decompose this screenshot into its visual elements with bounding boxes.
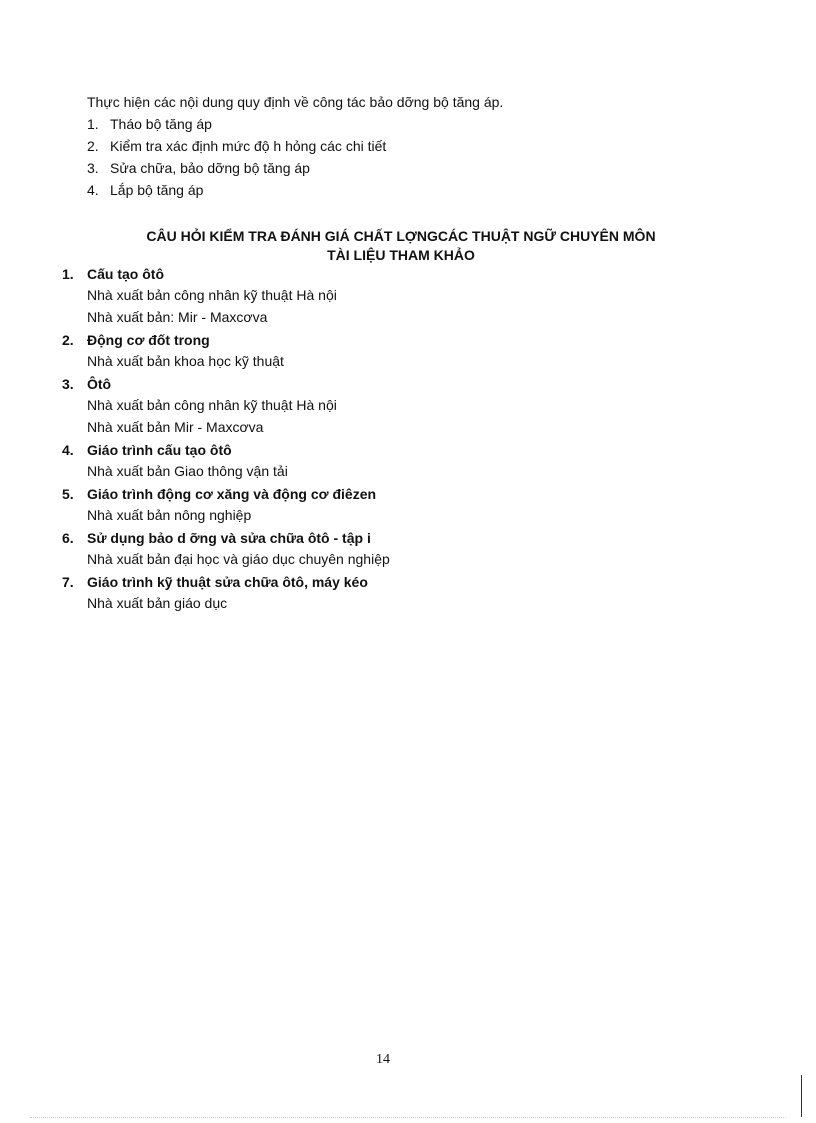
step-number: 2. bbox=[87, 138, 99, 154]
reference-item bbox=[62, 440, 390, 484]
reference-number: 4. bbox=[62, 442, 74, 458]
step-text: Sửa chữa, bảo dỡng bộ tăng áp bbox=[110, 160, 310, 176]
reference-number: 5. bbox=[62, 486, 74, 502]
reference-item bbox=[62, 572, 390, 616]
page-bottom-divider bbox=[30, 1117, 786, 1118]
reference-item bbox=[62, 330, 390, 374]
reference-title: Giáo trình kỹ thuật sửa chữa ôtô, máy kéo bbox=[87, 574, 368, 590]
reference-publisher: Nhà xuất bản Giao thông vận tải bbox=[87, 463, 288, 479]
list-item bbox=[87, 115, 386, 137]
reference-publisher: Nhà xuất bản khoa học kỹ thuật bbox=[87, 353, 284, 369]
reference-number: 3. bbox=[62, 376, 74, 392]
references-heading: TÀI LIỆU THAM KHẢO bbox=[327, 247, 475, 263]
reference-publisher: Nhà xuất bản: Mir - Maxcơva bbox=[87, 309, 268, 325]
reference-title: Ôtô bbox=[87, 376, 112, 392]
page-number: 14 bbox=[376, 1052, 390, 1067]
procedure-steps bbox=[87, 115, 386, 203]
reference-item bbox=[62, 528, 390, 572]
step-text: Tháo bộ tăng áp bbox=[110, 116, 212, 132]
reference-number: 6. bbox=[62, 530, 74, 546]
reference-publisher: Nhà xuất bản Mir - Maxcơva bbox=[87, 419, 264, 435]
step-number: 3. bbox=[87, 160, 99, 176]
reference-item bbox=[62, 484, 390, 528]
reference-number: 2. bbox=[62, 332, 74, 348]
reference-publisher: Nhà xuất bản nông nghiệp bbox=[87, 507, 252, 523]
reference-item bbox=[62, 374, 390, 440]
reference-title: Giáo trình động cơ xăng và động cơ điêzen bbox=[87, 486, 377, 502]
reference-publisher: Nhà xuất bản giáo dục bbox=[87, 595, 228, 611]
list-item bbox=[87, 137, 386, 159]
reference-title: Sử dụng bảo d ỡng và sửa chữa ôtô - tập i bbox=[87, 530, 371, 546]
intro-paragraph: Thực hiện các nội dung quy định về công tác bảo dỡng bộ tăng áp. bbox=[87, 94, 504, 110]
reference-publisher: Nhà xuất bản công nhân kỹ thuật Hà nội bbox=[87, 397, 337, 413]
step-text: Kiểm tra xác định mức độ h hỏng các chi tiết bbox=[110, 138, 387, 154]
reference-number: 1. bbox=[62, 266, 74, 282]
reference-title: Động cơ đốt trong bbox=[87, 332, 210, 348]
reference-item bbox=[62, 264, 390, 330]
step-text: Lắp bộ tăng áp bbox=[110, 182, 204, 198]
step-number: 4. bbox=[87, 182, 99, 198]
reference-title: Cấu tạo ôtô bbox=[87, 266, 164, 282]
reference-publisher: Nhà xuất bản công nhân kỹ thuật Hà nội bbox=[87, 287, 337, 303]
reference-publisher: Nhà xuất bản đại học và giáo dục chuyên nghiệp bbox=[87, 551, 390, 567]
section-heading: CÂU HỎI KIỂM TRA ĐÁNH GIÁ CHẤT LỢNGCÁC THUẬT NGỮ CHUYÊN MÔN bbox=[146, 228, 656, 244]
reference-title: Giáo trình cấu tạo ôtô bbox=[87, 442, 232, 458]
margin-mark bbox=[801, 1075, 806, 1117]
reference-list bbox=[62, 264, 390, 616]
step-number: 1. bbox=[87, 116, 99, 132]
reference-number: 7. bbox=[62, 574, 74, 590]
list-item bbox=[87, 159, 386, 181]
list-item bbox=[87, 181, 386, 203]
